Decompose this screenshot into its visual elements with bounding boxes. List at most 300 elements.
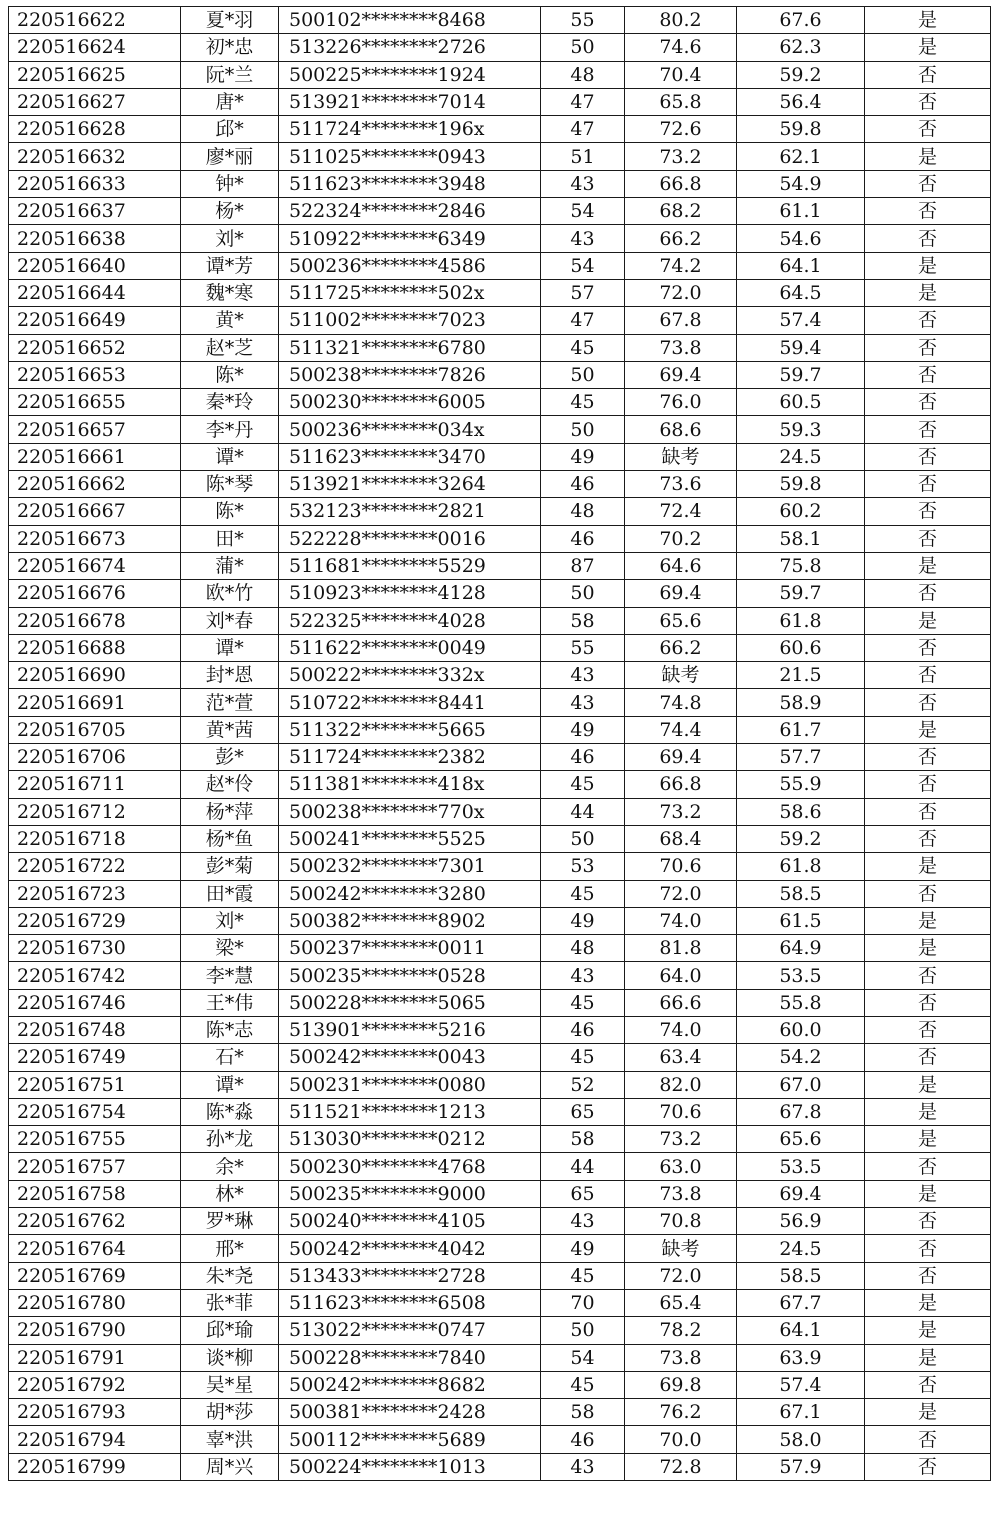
total-score-cell: 61.5	[737, 907, 865, 934]
name-cell: 欧*竹	[181, 580, 279, 607]
exam-number-cell: 220516793	[9, 1399, 181, 1426]
advance-status-cell: 是	[865, 7, 991, 34]
exam-number-cell: 220516757	[9, 1153, 181, 1180]
written-score-cell: 65	[541, 1098, 625, 1125]
id-card-cell: 511002********7023	[279, 307, 541, 334]
id-card-cell: 511025********0943	[279, 143, 541, 170]
total-score-cell: 58.6	[737, 798, 865, 825]
name-cell: 杨*鱼	[181, 825, 279, 852]
table-row	[9, 1153, 991, 1180]
advance-status-cell: 是	[865, 1399, 991, 1426]
total-score-cell: 67.7	[737, 1289, 865, 1316]
advance-status-cell: 是	[865, 716, 991, 743]
name-cell: 周*兴	[181, 1453, 279, 1480]
advance-status-cell: 否	[865, 471, 991, 498]
written-score-cell: 46	[541, 525, 625, 552]
name-cell: 秦*玲	[181, 389, 279, 416]
exam-number-cell: 220516649	[9, 307, 181, 334]
table-row	[9, 607, 991, 634]
total-score-cell: 58.5	[737, 1262, 865, 1289]
id-card-cell: 500238********7826	[279, 361, 541, 388]
interview-score-cell: 74.4	[625, 716, 737, 743]
exam-number-cell: 220516790	[9, 1317, 181, 1344]
interview-score-cell: 73.8	[625, 1180, 737, 1207]
interview-score-cell: 74.2	[625, 252, 737, 279]
interview-score-cell: 78.2	[625, 1317, 737, 1344]
exam-number-cell: 220516638	[9, 225, 181, 252]
advance-status-cell: 否	[865, 662, 991, 689]
advance-status-cell: 否	[865, 1262, 991, 1289]
id-card-cell: 511724********2382	[279, 744, 541, 771]
table-body	[9, 7, 991, 1481]
table-row	[9, 1235, 991, 1262]
table-row	[9, 389, 991, 416]
interview-score-cell: 缺考	[625, 1235, 737, 1262]
total-score-cell: 58.9	[737, 689, 865, 716]
name-cell: 胡*莎	[181, 1399, 279, 1426]
id-card-cell: 500231********0080	[279, 1071, 541, 1098]
name-cell: 陈*淼	[181, 1098, 279, 1125]
id-card-cell: 500235********9000	[279, 1180, 541, 1207]
table-row	[9, 1371, 991, 1398]
exam-number-cell: 220516628	[9, 116, 181, 143]
table-row	[9, 225, 991, 252]
table-row	[9, 279, 991, 306]
exam-number-cell: 220516644	[9, 279, 181, 306]
written-score-cell: 50	[541, 580, 625, 607]
advance-status-cell: 否	[865, 525, 991, 552]
id-card-cell: 500237********0011	[279, 935, 541, 962]
written-score-cell: 70	[541, 1289, 625, 1316]
name-cell: 李*慧	[181, 962, 279, 989]
total-score-cell: 56.9	[737, 1208, 865, 1235]
id-card-cell: 522325********4028	[279, 607, 541, 634]
id-card-cell: 500242********4042	[279, 1235, 541, 1262]
name-cell: 林*	[181, 1180, 279, 1207]
interview-score-cell: 74.0	[625, 1016, 737, 1043]
interview-score-cell: 76.0	[625, 389, 737, 416]
table-row	[9, 1262, 991, 1289]
total-score-cell: 59.8	[737, 116, 865, 143]
interview-score-cell: 缺考	[625, 662, 737, 689]
table-row	[9, 307, 991, 334]
interview-score-cell: 70.2	[625, 525, 737, 552]
table-row	[9, 962, 991, 989]
interview-score-cell: 73.8	[625, 1344, 737, 1371]
exam-number-cell: 220516627	[9, 88, 181, 115]
name-cell: 刘*	[181, 907, 279, 934]
advance-status-cell: 是	[865, 907, 991, 934]
name-cell: 邱*	[181, 116, 279, 143]
advance-status-cell: 否	[865, 962, 991, 989]
total-score-cell: 61.8	[737, 607, 865, 634]
table-row	[9, 416, 991, 443]
written-score-cell: 43	[541, 962, 625, 989]
total-score-cell: 61.7	[737, 716, 865, 743]
exam-number-cell: 220516705	[9, 716, 181, 743]
advance-status-cell: 否	[865, 170, 991, 197]
written-score-cell: 47	[541, 88, 625, 115]
id-card-cell: 510923********4128	[279, 580, 541, 607]
id-card-cell: 513921********7014	[279, 88, 541, 115]
interview-score-cell: 65.8	[625, 88, 737, 115]
total-score-cell: 59.2	[737, 61, 865, 88]
id-card-cell: 511681********5529	[279, 552, 541, 579]
table-row	[9, 198, 991, 225]
table-row	[9, 498, 991, 525]
advance-status-cell: 否	[865, 744, 991, 771]
name-cell: 李*丹	[181, 416, 279, 443]
name-cell: 刘*	[181, 225, 279, 252]
exam-number-cell: 220516624	[9, 34, 181, 61]
advance-status-cell: 是	[865, 552, 991, 579]
advance-status-cell: 否	[865, 798, 991, 825]
name-cell: 钟*	[181, 170, 279, 197]
id-card-cell: 511381********418x	[279, 771, 541, 798]
name-cell: 石*	[181, 1044, 279, 1071]
written-score-cell: 45	[541, 989, 625, 1016]
interview-score-cell: 72.0	[625, 279, 737, 306]
total-score-cell: 64.9	[737, 935, 865, 962]
table-row	[9, 880, 991, 907]
exam-number-cell: 220516764	[9, 1235, 181, 1262]
exam-number-cell: 220516723	[9, 880, 181, 907]
exam-number-cell: 220516749	[9, 1044, 181, 1071]
written-score-cell: 50	[541, 416, 625, 443]
name-cell: 罗*琳	[181, 1208, 279, 1235]
advance-status-cell: 是	[865, 279, 991, 306]
total-score-cell: 67.8	[737, 1098, 865, 1125]
name-cell: 辜*洪	[181, 1426, 279, 1453]
interview-score-cell: 67.8	[625, 307, 737, 334]
name-cell: 余*	[181, 1153, 279, 1180]
exam-number-cell: 220516625	[9, 61, 181, 88]
id-card-cell: 511724********196x	[279, 116, 541, 143]
id-card-cell: 500230********6005	[279, 389, 541, 416]
exam-number-cell: 220516748	[9, 1016, 181, 1043]
id-card-cell: 511322********5665	[279, 716, 541, 743]
interview-score-cell: 66.2	[625, 634, 737, 661]
total-score-cell: 57.9	[737, 1453, 865, 1480]
written-score-cell: 54	[541, 1344, 625, 1371]
exam-number-cell: 220516729	[9, 907, 181, 934]
advance-status-cell: 否	[865, 1371, 991, 1398]
advance-status-cell: 否	[865, 334, 991, 361]
exam-number-cell: 220516742	[9, 962, 181, 989]
table-row	[9, 907, 991, 934]
exam-number-cell: 220516799	[9, 1453, 181, 1480]
total-score-cell: 53.5	[737, 1153, 865, 1180]
interview-score-cell: 66.6	[625, 989, 737, 1016]
total-score-cell: 61.8	[737, 853, 865, 880]
name-cell: 蒲*	[181, 552, 279, 579]
interview-score-cell: 64.0	[625, 962, 737, 989]
written-score-cell: 45	[541, 334, 625, 361]
id-card-cell: 500236********034x	[279, 416, 541, 443]
interview-score-cell: 73.2	[625, 798, 737, 825]
advance-status-cell: 否	[865, 88, 991, 115]
advance-status-cell: 否	[865, 443, 991, 470]
id-card-cell: 511521********1213	[279, 1098, 541, 1125]
written-score-cell: 43	[541, 662, 625, 689]
exam-number-cell: 220516792	[9, 1371, 181, 1398]
total-score-cell: 53.5	[737, 962, 865, 989]
total-score-cell: 60.2	[737, 498, 865, 525]
written-score-cell: 45	[541, 1262, 625, 1289]
interview-score-cell: 70.0	[625, 1426, 737, 1453]
written-score-cell: 58	[541, 1126, 625, 1153]
exam-number-cell: 220516652	[9, 334, 181, 361]
written-score-cell: 65	[541, 1180, 625, 1207]
total-score-cell: 62.1	[737, 143, 865, 170]
written-score-cell: 55	[541, 7, 625, 34]
name-cell: 田*	[181, 525, 279, 552]
table-row	[9, 825, 991, 852]
total-score-cell: 58.1	[737, 525, 865, 552]
written-score-cell: 45	[541, 389, 625, 416]
name-cell: 田*霞	[181, 880, 279, 907]
total-score-cell: 67.6	[737, 7, 865, 34]
name-cell: 黄*茜	[181, 716, 279, 743]
written-score-cell: 54	[541, 252, 625, 279]
table-row	[9, 88, 991, 115]
interview-score-cell: 63.4	[625, 1044, 737, 1071]
advance-status-cell: 是	[865, 1071, 991, 1098]
exam-number-cell: 220516730	[9, 935, 181, 962]
written-score-cell: 43	[541, 1453, 625, 1480]
interview-score-cell: 72.4	[625, 498, 737, 525]
table-row	[9, 361, 991, 388]
interview-score-cell: 68.6	[625, 416, 737, 443]
interview-score-cell: 73.8	[625, 334, 737, 361]
written-score-cell: 45	[541, 880, 625, 907]
written-score-cell: 49	[541, 443, 625, 470]
interview-score-cell: 69.4	[625, 744, 737, 771]
written-score-cell: 46	[541, 1016, 625, 1043]
name-cell: 梁*	[181, 935, 279, 962]
table-row	[9, 716, 991, 743]
id-card-cell: 513433********2728	[279, 1262, 541, 1289]
name-cell: 赵*伶	[181, 771, 279, 798]
interview-score-cell: 81.8	[625, 935, 737, 962]
written-score-cell: 44	[541, 1153, 625, 1180]
exam-number-cell: 220516676	[9, 580, 181, 607]
table-row	[9, 443, 991, 470]
id-card-cell: 500102********8468	[279, 7, 541, 34]
id-card-cell: 513901********5216	[279, 1016, 541, 1043]
table-row	[9, 1317, 991, 1344]
id-card-cell: 500238********770x	[279, 798, 541, 825]
id-card-cell: 500225********1924	[279, 61, 541, 88]
id-card-cell: 511622********0049	[279, 634, 541, 661]
advance-status-cell: 否	[865, 880, 991, 907]
table-row	[9, 744, 991, 771]
advance-status-cell: 否	[865, 1153, 991, 1180]
written-score-cell: 48	[541, 935, 625, 962]
interview-score-cell: 65.6	[625, 607, 737, 634]
exam-number-cell: 220516637	[9, 198, 181, 225]
table-row	[9, 471, 991, 498]
exam-number-cell: 220516632	[9, 143, 181, 170]
total-score-cell: 64.1	[737, 252, 865, 279]
advance-status-cell: 否	[865, 1044, 991, 1071]
interview-score-cell: 66.8	[625, 170, 737, 197]
table-row	[9, 580, 991, 607]
total-score-cell: 55.9	[737, 771, 865, 798]
name-cell: 吴*星	[181, 1371, 279, 1398]
id-card-cell: 511623********6508	[279, 1289, 541, 1316]
interview-score-cell: 72.0	[625, 880, 737, 907]
interview-score-cell: 70.6	[625, 1098, 737, 1125]
exam-number-cell: 220516754	[9, 1098, 181, 1125]
table-row	[9, 1453, 991, 1480]
advance-status-cell: 是	[865, 1180, 991, 1207]
advance-status-cell: 是	[865, 252, 991, 279]
interview-score-cell: 76.2	[625, 1399, 737, 1426]
id-card-cell: 522228********0016	[279, 525, 541, 552]
total-score-cell: 59.2	[737, 825, 865, 852]
id-card-cell: 500381********2428	[279, 1399, 541, 1426]
written-score-cell: 49	[541, 1235, 625, 1262]
advance-status-cell: 是	[865, 1289, 991, 1316]
total-score-cell: 64.5	[737, 279, 865, 306]
interview-score-cell: 64.6	[625, 552, 737, 579]
interview-score-cell: 82.0	[625, 1071, 737, 1098]
advance-status-cell: 否	[865, 307, 991, 334]
advance-status-cell: 否	[865, 198, 991, 225]
interview-score-cell: 70.6	[625, 853, 737, 880]
advance-status-cell: 否	[865, 989, 991, 1016]
id-card-cell: 511623********3948	[279, 170, 541, 197]
table-row	[9, 634, 991, 661]
table-row	[9, 989, 991, 1016]
advance-status-cell: 否	[865, 361, 991, 388]
table-row	[9, 116, 991, 143]
advance-status-cell: 否	[865, 580, 991, 607]
total-score-cell: 75.8	[737, 552, 865, 579]
name-cell: 陈*琴	[181, 471, 279, 498]
advance-status-cell: 是	[865, 34, 991, 61]
interview-score-cell: 74.8	[625, 689, 737, 716]
name-cell: 谭*芳	[181, 252, 279, 279]
id-card-cell: 511321********6780	[279, 334, 541, 361]
interview-score-cell: 69.4	[625, 361, 737, 388]
advance-status-cell: 否	[865, 771, 991, 798]
table-row	[9, 34, 991, 61]
advance-status-cell: 是	[865, 853, 991, 880]
exam-number-cell: 220516674	[9, 552, 181, 579]
id-card-cell: 513921********3264	[279, 471, 541, 498]
table-row	[9, 853, 991, 880]
name-cell: 邢*	[181, 1235, 279, 1262]
id-card-cell: 510722********8441	[279, 689, 541, 716]
interview-score-cell: 70.4	[625, 61, 737, 88]
written-score-cell: 49	[541, 907, 625, 934]
advance-status-cell: 是	[865, 607, 991, 634]
total-score-cell: 56.4	[737, 88, 865, 115]
interview-score-cell: 65.4	[625, 1289, 737, 1316]
advance-status-cell: 否	[865, 689, 991, 716]
name-cell: 陈*	[181, 361, 279, 388]
total-score-cell: 54.6	[737, 225, 865, 252]
name-cell: 陈*志	[181, 1016, 279, 1043]
id-card-cell: 513226********2726	[279, 34, 541, 61]
exam-number-cell: 220516633	[9, 170, 181, 197]
interview-score-cell: 63.0	[625, 1153, 737, 1180]
name-cell: 朱*尧	[181, 1262, 279, 1289]
advance-status-cell: 是	[865, 1344, 991, 1371]
interview-score-cell: 69.8	[625, 1371, 737, 1398]
total-score-cell: 64.1	[737, 1317, 865, 1344]
id-card-cell: 500242********3280	[279, 880, 541, 907]
table-row	[9, 61, 991, 88]
exam-number-cell: 220516791	[9, 1344, 181, 1371]
name-cell: 唐*	[181, 88, 279, 115]
name-cell: 阮*兰	[181, 61, 279, 88]
advance-status-cell: 否	[865, 1016, 991, 1043]
id-card-cell: 500222********332x	[279, 662, 541, 689]
total-score-cell: 58.0	[737, 1426, 865, 1453]
written-score-cell: 50	[541, 361, 625, 388]
written-score-cell: 87	[541, 552, 625, 579]
name-cell: 杨*	[181, 198, 279, 225]
table-row	[9, 1289, 991, 1316]
table-row	[9, 552, 991, 579]
total-score-cell: 57.4	[737, 307, 865, 334]
name-cell: 夏*羽	[181, 7, 279, 34]
total-score-cell: 62.3	[737, 34, 865, 61]
written-score-cell: 45	[541, 771, 625, 798]
written-score-cell: 50	[541, 1317, 625, 1344]
total-score-cell: 24.5	[737, 1235, 865, 1262]
name-cell: 封*恩	[181, 662, 279, 689]
written-score-cell: 48	[541, 61, 625, 88]
table-row	[9, 798, 991, 825]
total-score-cell: 60.5	[737, 389, 865, 416]
interview-score-cell: 68.2	[625, 198, 737, 225]
id-card-cell: 500242********8682	[279, 1371, 541, 1398]
table-row	[9, 252, 991, 279]
id-card-cell: 513030********0212	[279, 1126, 541, 1153]
total-score-cell: 57.7	[737, 744, 865, 771]
id-card-cell: 500228********7840	[279, 1344, 541, 1371]
table-row	[9, 662, 991, 689]
total-score-cell: 61.1	[737, 198, 865, 225]
score-table	[8, 6, 991, 1481]
id-card-cell: 510922********6349	[279, 225, 541, 252]
written-score-cell: 45	[541, 1044, 625, 1071]
id-card-cell: 500235********0528	[279, 962, 541, 989]
exam-number-cell: 220516711	[9, 771, 181, 798]
exam-number-cell: 220516678	[9, 607, 181, 634]
name-cell: 谭*	[181, 1071, 279, 1098]
written-score-cell: 49	[541, 716, 625, 743]
exam-number-cell: 220516722	[9, 853, 181, 880]
total-score-cell: 67.0	[737, 1071, 865, 1098]
exam-number-cell: 220516667	[9, 498, 181, 525]
table-row	[9, 1180, 991, 1207]
total-score-cell: 54.9	[737, 170, 865, 197]
table-row	[9, 689, 991, 716]
exam-number-cell: 220516758	[9, 1180, 181, 1207]
exam-number-cell: 220516690	[9, 662, 181, 689]
total-score-cell: 59.7	[737, 580, 865, 607]
total-score-cell: 63.9	[737, 1344, 865, 1371]
total-score-cell: 21.5	[737, 662, 865, 689]
written-score-cell: 51	[541, 143, 625, 170]
id-card-cell: 500224********1013	[279, 1453, 541, 1480]
table-row	[9, 143, 991, 170]
